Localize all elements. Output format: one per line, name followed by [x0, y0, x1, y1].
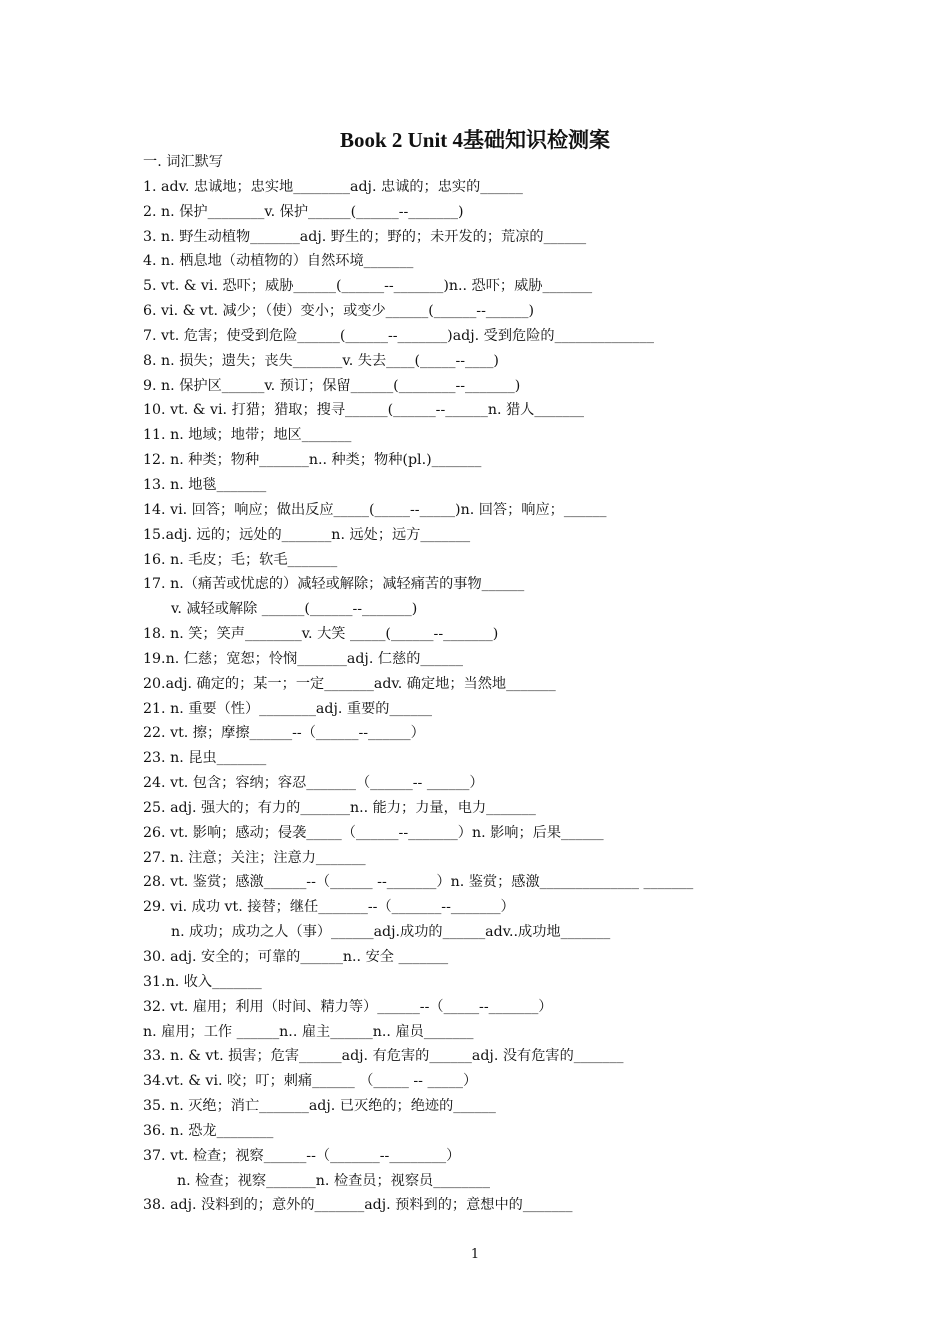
vocab-item: 11. n. 地域；地带；地区_______: [143, 427, 352, 444]
vocab-item: 36. n. 恐龙________: [143, 1122, 274, 1139]
vocabulary-list: [143, 150, 933, 1218]
vocab-item: 24. vt. 包含；容纳；容忍_______（______-- ______）: [143, 775, 484, 792]
vocab-item: 6. vi. & vt. 减少；（使）变小；或变少______(______--______): [143, 303, 534, 320]
section-heading: 一. 词汇默写: [143, 154, 223, 170]
vocab-item: 8. n. 损失；遗失；丧失_______v. 失去____(_____--____): [143, 352, 499, 369]
vocab-item: 29. vi. 成功 vt. 接替；继任_______--（_______--_______）: [143, 899, 515, 916]
vocab-item: 23. n. 昆虫_______: [143, 750, 267, 767]
vocab-item: 19.n. 仁慈；宽恕；怜悯_______adj. 仁慈的______: [143, 650, 463, 667]
vocab-item: 13. n. 地毯_______: [143, 476, 267, 493]
vocab-item: 7. vt. 危害；使受到危险______(______--_______)adj. 受到危险的______________: [143, 327, 654, 344]
vocab-item: 10. vt. & vi. 打猎；猎取；搜寻______(______--______n. 猎人_______: [143, 402, 585, 419]
page-number: 1: [470, 1247, 480, 1262]
vocab-item: 38. adj. 没料到的；意外的_______adj. 预料到的；意想中的_______: [143, 1197, 573, 1214]
vocab-item: 2. n. 保护________v. 保护______(______--_______): [143, 203, 464, 220]
vocab-item: 22. vt. 擦；摩擦______--（______--______）: [143, 725, 425, 742]
vocab-item-continued: n. 雇用；工作 ______n.. 雇主______n.. 雇员_______: [143, 1023, 474, 1040]
vocab-item: 32. vt. 雇用；利用（时间、精力等）______--（_____--_______）: [143, 998, 553, 1015]
vocab-item: 26. vt. 影响；感动；侵袭_____（______--_______）n. 影响；后果______: [143, 824, 604, 841]
vocab-item: 27. n. 注意；关注；注意力_______: [143, 849, 366, 866]
vocab-item: 3. n. 野生动植物_______adj. 野生的；野的；未开发的；荒凉的______: [143, 228, 587, 245]
vocab-item: 17. n.（痛苦或忧虑的）减轻或解除；减轻痛苦的事物______: [143, 576, 525, 593]
vocab-item: 18. n. 笑；笑声________v. 大笑 _____(______--_______): [143, 626, 499, 643]
vocab-item: 4. n. 栖息地（动植物的）自然环境_______: [143, 253, 414, 270]
vocab-item: 28. vt. 鉴赏；感激______--（______ --_______）n. 鉴赏；感激______________ _______: [143, 874, 694, 891]
vocab-item: 34.vt. & vi. 咬；叮；刺痛______ （_____ -- _____）: [143, 1073, 478, 1090]
vocab-item: 37. vt. 检查；视察______--（_______--________）: [143, 1147, 461, 1164]
vocab-item: 31.n. 收入_______: [143, 973, 262, 990]
vocab-item: 12. n. 种类；物种_______n.. 种类；物种(pl.)_______: [143, 452, 482, 469]
vocab-item: 5. vt. & vi. 恐吓；威胁______(______--_______)n.. 恐吓；威胁_______: [143, 278, 593, 295]
vocab-item: 1. adv. 忠诚地；忠实地________adj. 忠诚的；忠实的______: [143, 178, 523, 195]
vocab-item-continued: n. 成功；成功之人（事）______adj.成功的______adv..成功地_______: [171, 924, 611, 941]
vocab-item: 9. n. 保护区______v. 预订；保留______(________--_______): [143, 377, 521, 394]
vocab-item: 25. adj. 强大的；有力的_______n.. 能力；力量，电力_______: [143, 799, 536, 816]
vocab-item: 35. n. 灭绝；消亡_______adj. 已灭绝的；绝迹的______: [143, 1098, 496, 1115]
vocab-item-continued: n. 检查；视察_______n. 检查员；视察员________: [177, 1172, 490, 1189]
vocab-item: 21. n. 重要（性）________adj. 重要的______: [143, 700, 433, 717]
vocab-item: 16. n. 毛皮；毛；软毛_______: [143, 551, 338, 568]
page-title: Book 2 Unit 4基础知识检测案: [339, 128, 611, 152]
vocab-item: 14. vi. 回答；响应；做出反应_____(_____--_____)n. 回答；响应；______: [143, 501, 607, 518]
vocab-item: 30. adj. 安全的；可靠的______n.. 安全 _______: [143, 949, 449, 965]
vocab-item: 15.adj. 远的；远处的_______n. 远处；远方_______: [143, 526, 471, 543]
vocab-item: 33. n. & vt. 损害；危害______adj. 有危害的______adj. 没有危害的_______: [143, 1048, 624, 1065]
vocab-item: 20.adj. 确定的；某一；一定_______adv. 确定地；当然地_______: [143, 675, 556, 692]
vocab-item-continued: v. 减轻或解除 ______(______--_______): [171, 601, 418, 618]
